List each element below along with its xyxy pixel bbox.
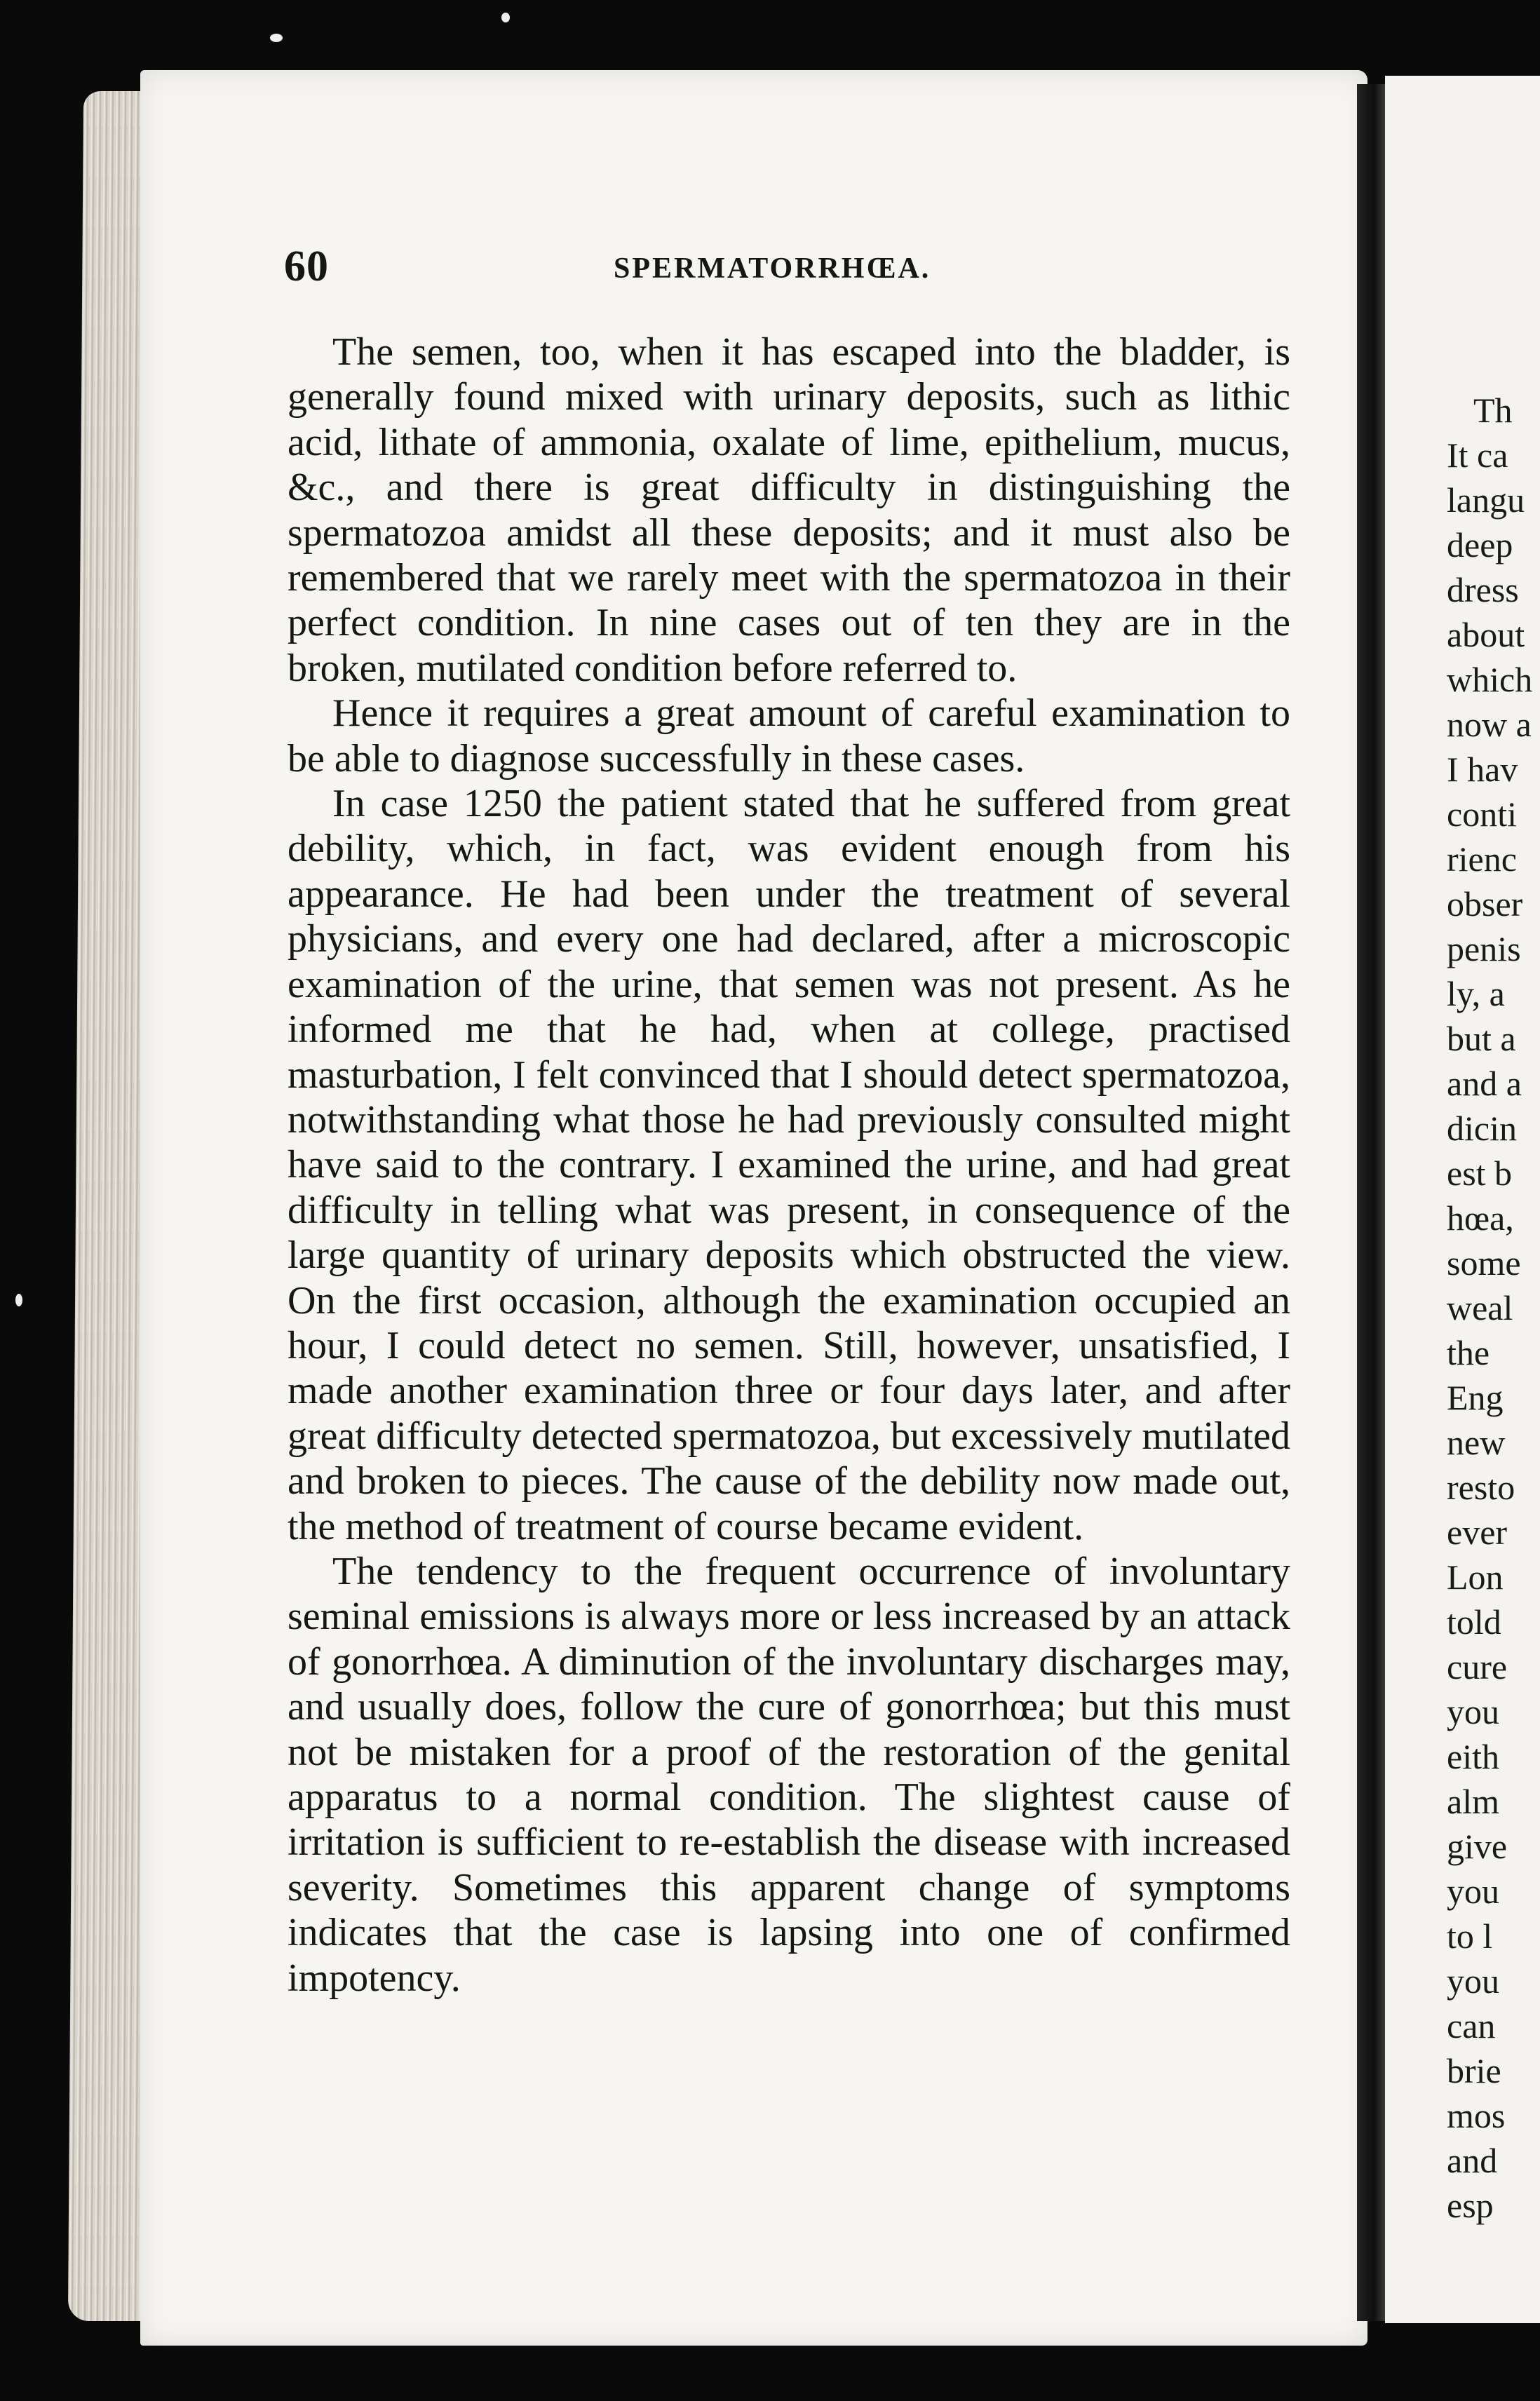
paragraph: The semen, too, when it has escaped into the bladder, is generally found mixed with urinary deposits, such as lithic acid, lithate of ammonia, oxalate of lime, epithelium, mucus, &c., and there is great difficulty in distinguishing the spermatozoa amidst all these deposits; and it must also be remembered that we rarely meet with the spermatozoa in their perfect condition. In nine cases out of ten they are in the broken, mutilated condition before referred to. bbox=[288, 330, 1290, 690]
facing-page-line: Eng bbox=[1447, 1378, 1504, 1417]
page-number: 60 bbox=[284, 243, 329, 290]
facing-page-line: ly, a bbox=[1447, 974, 1505, 1013]
facing-page-line: now a bbox=[1447, 705, 1532, 744]
facing-page-line: about bbox=[1447, 615, 1525, 654]
facing-page-line: can bbox=[1447, 2006, 1496, 2045]
facing-page-line: obser bbox=[1447, 884, 1523, 924]
facing-page-line: eith bbox=[1447, 1737, 1499, 1776]
facing-page-line: dress bbox=[1447, 570, 1519, 609]
paragraph: In case 1250 the patient stated that he suffered from great debility, which, in fact, was evident enough from his appearance. He had been under the treatment of several physicians, and every one had declared, after a microscopic examination of the urine, that semen was not present. As he informed me that he had, when at college, practised masturbation, I felt convinced that I should detect spermatozoa, notwithstanding what those he had previously consulted might have said to the contrary. I examined the urine, and had great difficulty in telling what was present, in consequence of the large quantity of urinary deposits which obstructed the view. On the first occasion, although the examination occupied an hour, I could detect no semen. Still, however, unsatisfied, I made another examination three or four days later, and after great difficulty detected spermatozoa, but excessively mutilated and broken to pieces. The cause of the debility now made out, the method of treatment of course became evident. bbox=[288, 782, 1290, 1548]
facing-page-line: esp bbox=[1447, 2186, 1494, 2225]
facing-page-line: the bbox=[1447, 1333, 1490, 1372]
book-gutter bbox=[1357, 84, 1385, 2321]
facing-page-line: conti bbox=[1447, 794, 1517, 834]
facing-page-text bbox=[1447, 388, 1540, 2228]
paragraph: Hence it requires a great amount of careful examination to be able to diagnose successfully in these cases. bbox=[288, 691, 1290, 780]
facing-page-line: you bbox=[1447, 1961, 1499, 2001]
facing-page-line: Lon bbox=[1447, 1557, 1504, 1597]
facing-page-line: you bbox=[1447, 1692, 1499, 1731]
facing-page bbox=[1385, 76, 1540, 2323]
facing-page-line: some bbox=[1447, 1243, 1521, 1283]
facing-page-line: resto bbox=[1447, 1468, 1515, 1507]
facing-page-line: and a bbox=[1447, 1064, 1522, 1103]
facing-page-line: ever bbox=[1447, 1513, 1508, 1552]
facing-page-line: cure bbox=[1447, 1647, 1508, 1686]
dust-speck bbox=[270, 34, 283, 42]
facing-page-line: hœa, bbox=[1447, 1198, 1514, 1238]
facing-page-line: weal bbox=[1447, 1288, 1513, 1327]
facing-page-line: deep bbox=[1447, 525, 1513, 564]
facing-page-line: dicin bbox=[1447, 1109, 1517, 1148]
facing-page-line: give bbox=[1447, 1827, 1508, 1866]
facing-page-line: It ca bbox=[1447, 435, 1508, 475]
dust-speck bbox=[501, 13, 510, 22]
facing-page-line: langu bbox=[1447, 480, 1525, 520]
facing-page-line: Th bbox=[1473, 391, 1513, 430]
facing-page-line: brie bbox=[1447, 2051, 1501, 2090]
facing-page-line: I hav bbox=[1447, 750, 1518, 789]
facing-page-line: mos bbox=[1447, 2096, 1506, 2135]
facing-page-line: you bbox=[1447, 1872, 1499, 1911]
facing-page-line: which bbox=[1447, 660, 1533, 699]
running-title: SPERMATORRHŒA. bbox=[614, 252, 931, 285]
facing-page-line: told bbox=[1447, 1602, 1501, 1642]
body-text bbox=[288, 330, 1290, 2001]
facing-page-line: new bbox=[1447, 1423, 1506, 1462]
facing-page-line: to l bbox=[1447, 1916, 1493, 1956]
facing-page-line: est b bbox=[1447, 1154, 1513, 1193]
dust-speck bbox=[15, 1294, 22, 1306]
page-header bbox=[284, 242, 1294, 298]
facing-page-line: alm bbox=[1447, 1782, 1499, 1821]
paragraph: The tendency to the frequent occurrence of involuntary seminal emissions is always more or less increased by an attack of gonorrhœa. A diminution of the involuntary discharges may, and usually does, follow the cure of gonorrhœa; but this must not be mistaken for a proof of the restoration of the genital apparatus to a normal condition. The slightest cause of irritation is sufficient to re-establish the disease with increased severity. Sometimes this apparent change of symptoms indicates that the case is lapsing into one of confirmed impotency. bbox=[288, 1549, 1290, 2000]
facing-page-line: penis bbox=[1447, 929, 1521, 968]
facing-page-line: but a bbox=[1447, 1019, 1516, 1058]
facing-page-line: and bbox=[1447, 2141, 1498, 2180]
facing-page-line: rienc bbox=[1447, 839, 1517, 879]
